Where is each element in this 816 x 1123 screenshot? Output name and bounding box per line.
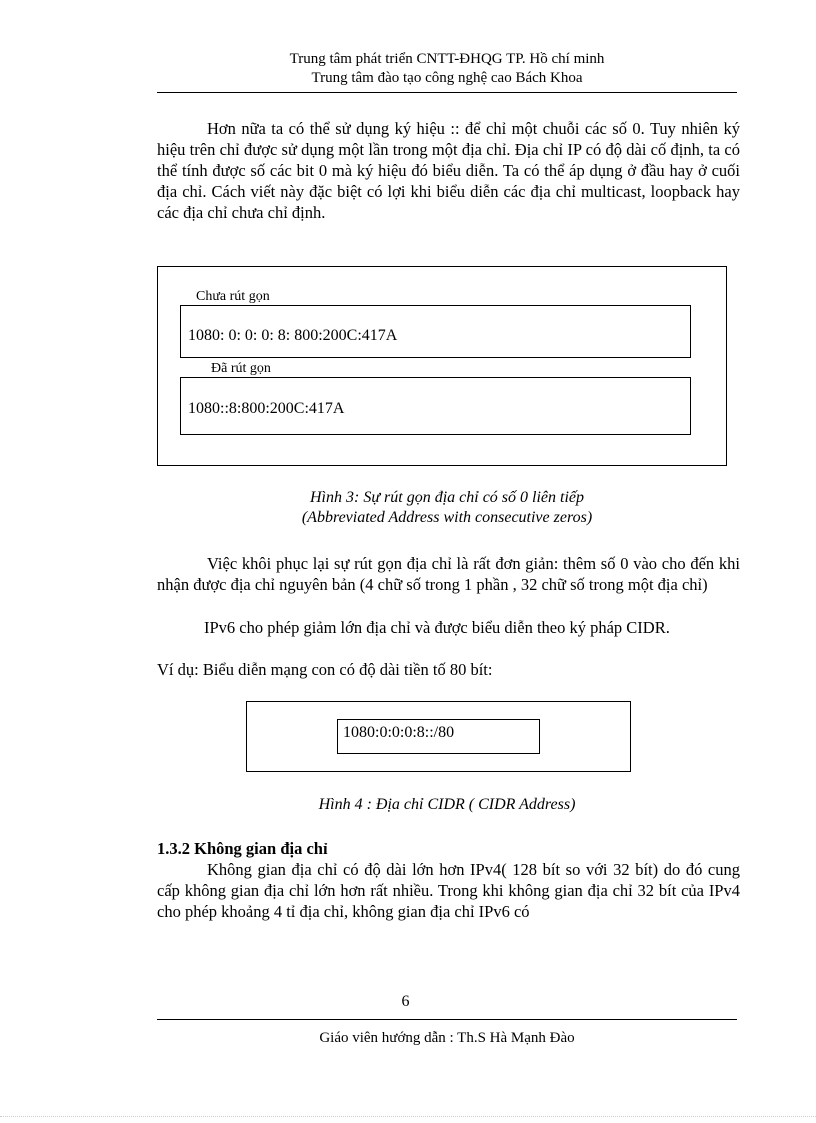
section-heading: 1.3.2 Không gian địa chỉ xyxy=(157,839,328,858)
unabbreviated-address: 1080: 0: 0: 0: 8: 800:200C:417A xyxy=(188,327,398,344)
figure-3-caption xyxy=(157,488,737,528)
header-line-2: Trung tâm đào tạo công nghệ cao Bách Khoa xyxy=(311,70,583,86)
abbreviated-label: Đã rút gọn xyxy=(211,361,271,376)
unabbreviated-label: Chưa rút gọn xyxy=(196,289,270,304)
section-paragraph: Không gian địa chỉ có độ dài lớn hơn IPv4( 128 bít so với 32 bít) do đó cung cấp không gian địa chỉ lớn hơn rất nhiều. Trong khi không gian địa chỉ 32 bít của IPv4 cho phép khoảng 4 tỉ địa chỉ, không gian địa chỉ IPv6 có xyxy=(157,860,740,921)
footer-rule xyxy=(157,1019,737,1020)
page-number: 6 xyxy=(401,993,410,1010)
page-header xyxy=(157,50,737,88)
example-line: Ví dụ: Biểu diễn mạng con có độ dài tiền tố 80 bít: xyxy=(157,660,493,679)
figure-3-caption-line-1: Hình 3: Sự rút gọn địa chỉ có số 0 liên tiếp xyxy=(309,489,585,506)
figure-3-caption-line-2: (Abbreviated Address with consecutive zeros) xyxy=(301,509,593,526)
abbreviated-address: 1080::8:800:200C:417A xyxy=(188,400,345,417)
cidr-address: 1080:0:0:0:8::/80 xyxy=(343,724,455,741)
restore-paragraph: Việc khôi phục lại sự rút gọn địa chỉ là rất đơn giản: thêm số 0 vào cho đến khi nhận được địa chỉ nguyên bản (4 chữ số trong 1 phần , 32 chữ số trong một địa chỉ) xyxy=(157,554,740,594)
cidr-paragraph: IPv6 cho phép giảm lớn địa chỉ và được biểu diễn theo ký pháp CIDR. xyxy=(204,618,670,637)
page-footer: Giáo viên hướng dẫn : Th.S Hà Mạnh Đào xyxy=(319,1030,575,1046)
page-edge xyxy=(0,1116,816,1117)
header-rule xyxy=(157,92,737,93)
intro-paragraph: Hơn nữa ta có thể sử dụng ký hiệu :: để chỉ một chuỗi các số 0. Tuy nhiên ký hiệu trên chỉ được sử dụng một lần trong một địa chỉ. Địa chỉ IP có độ dài cố định, ta có thể tính được số các bit 0 mà ký hiệu đó biểu diễn. Ta có thể áp dụng ở đầu hay ở cuối địa chỉ. Cách viết này đặc biệt có lợi khi biểu diễn các địa chỉ multicast, loopback hay các địa chỉ chưa chỉ định. xyxy=(157,119,740,222)
figure-4-caption: Hình 4 : Địa chỉ CIDR ( CIDR Address) xyxy=(318,796,576,813)
header-line-1: Trung tâm phát triển CNTT-ĐHQG TP. Hồ chí minh xyxy=(289,51,605,67)
